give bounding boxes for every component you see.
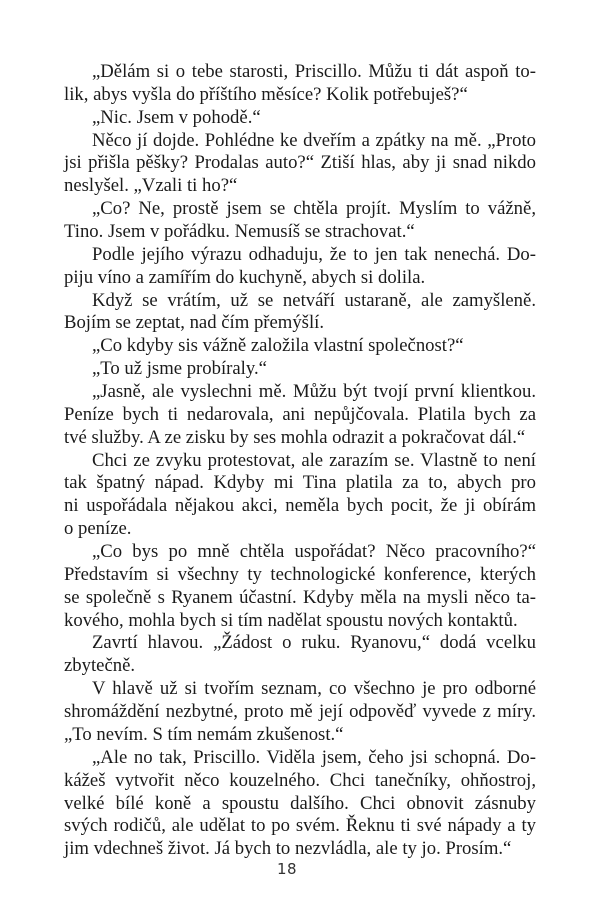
- paragraph: [64, 290, 536, 336]
- paragraph: [64, 61, 536, 107]
- paragraph: [64, 244, 536, 290]
- text-line: neslyšel. „Vzali ti ho?“: [64, 175, 238, 197]
- text-line: se společně s Ryanem účastní. Kdyby měla na mysli něco ta-: [64, 586, 536, 608]
- text-line: Zavrtí hlavou. „Žádost o ruku. Ryanovu,“ dodá vcelku: [92, 632, 536, 654]
- text-line: „Co bys po mně chtěla uspořádat? Něco pracovního?“: [92, 541, 536, 563]
- page-text-block: [64, 61, 536, 861]
- paragraph: [64, 335, 536, 358]
- text-line: „Co kdyby sis vážně založila vlastní společnost?“: [92, 335, 464, 357]
- text-line: shromáždění nezbytné, proto mě její odpověď vyvede z míry.: [64, 701, 536, 723]
- text-line: Něco jí dojde. Pohlédne ke dveřím a zpátky na mě. „Proto: [92, 129, 536, 151]
- paragraph: [64, 358, 536, 381]
- text-line: kážeš vytvořit něco kouzelného. Chci tanečníky, ohňostroj,: [64, 769, 536, 791]
- text-line: svých rodičů, ale udělat to po svém. Řeknu ti své nápady a ty: [64, 815, 536, 837]
- paragraph: [64, 747, 536, 861]
- paragraph: [64, 541, 536, 632]
- paragraph: [64, 130, 536, 199]
- text-line: piju víno a zamířím do kuchyně, abych si dolila.: [64, 266, 426, 288]
- text-line: Tino. Jsem v pořádku. Nemusíš se strachovat.“: [64, 221, 415, 243]
- text-line: Představím si všechny ty technologické konference, kterých: [64, 563, 536, 585]
- text-line: „Jasně, ale vyslechni mě. Můžu být tvojí první klientkou.: [92, 381, 536, 403]
- text-line: Podle jejího výrazu odhaduju, že to jen tak nenechá. Do-: [92, 243, 536, 265]
- text-line: Peníze bych ti nedarovala, ani nepůjčovala. Platila bych za: [64, 403, 536, 425]
- text-line: tak špatný nápad. Kdyby mi Tina platila za to, abych pro: [64, 472, 536, 494]
- text-line: o peníze.: [64, 518, 132, 540]
- paragraph: [64, 198, 536, 244]
- text-line: tvé služby. A ze zisku by ses mohla odrazit a pokračovat dál.“: [64, 426, 526, 448]
- text-line: „Dělám si o tebe starosti, Priscillo. Můžu ti dát aspoň to-: [92, 61, 536, 82]
- text-line: kového, mohla bych si tím nadělat spoustu nových kontaktů.: [64, 609, 518, 631]
- text-line: ni uspořádala nějakou akci, neměla bych pocit, že ji obírám: [64, 495, 536, 517]
- paragraph: [64, 678, 536, 747]
- text-line: „To nevím. S tím nemám zkušenost.“: [64, 723, 344, 745]
- text-line: „Ale no tak, Priscillo. Viděla jsem, čeho jsi schopná. Do-: [92, 746, 536, 768]
- text-line: jim vdechneš život. Já bych to nezvládla, ale ty jo. Prosím.“: [64, 838, 512, 860]
- text-line: zbytečně.: [64, 655, 136, 677]
- text-line: „To už jsme probíraly.“: [92, 358, 267, 380]
- text-line: Chci ze zvyku protestovat, ale zarazím se. Vlastně to není: [92, 449, 536, 471]
- paragraph: [64, 632, 536, 678]
- text-line: lik, abys vyšla do příštího měsíce? Kolik potřebuješ?“: [64, 83, 468, 105]
- paragraph: [64, 381, 536, 450]
- text-line: Když se vrátím, už se netváří ustaraně, ale zamyšleně.: [92, 289, 536, 311]
- paragraph: [64, 450, 536, 541]
- text-line: „Nic. Jsem v pohodě.“: [92, 106, 261, 128]
- page-number: 18: [276, 860, 298, 878]
- paragraph: [64, 107, 536, 130]
- text-line: V hlavě už si tvořím seznam, co všechno je pro odborné: [92, 678, 536, 700]
- text-line: „Co? Ne, prostě jsem se chtěla projít. Myslím to vážně,: [92, 198, 536, 220]
- text-line: Bojím se zeptat, nad čím přemýšlí.: [64, 312, 325, 334]
- text-line: velké bílé koně a spoustu dalšího. Chci obnovit zásnuby: [64, 792, 536, 814]
- text-line: jsi přišla pěšky? Prodalas auto?“ Ztiší hlas, aby ji snad nikdo: [64, 152, 536, 174]
